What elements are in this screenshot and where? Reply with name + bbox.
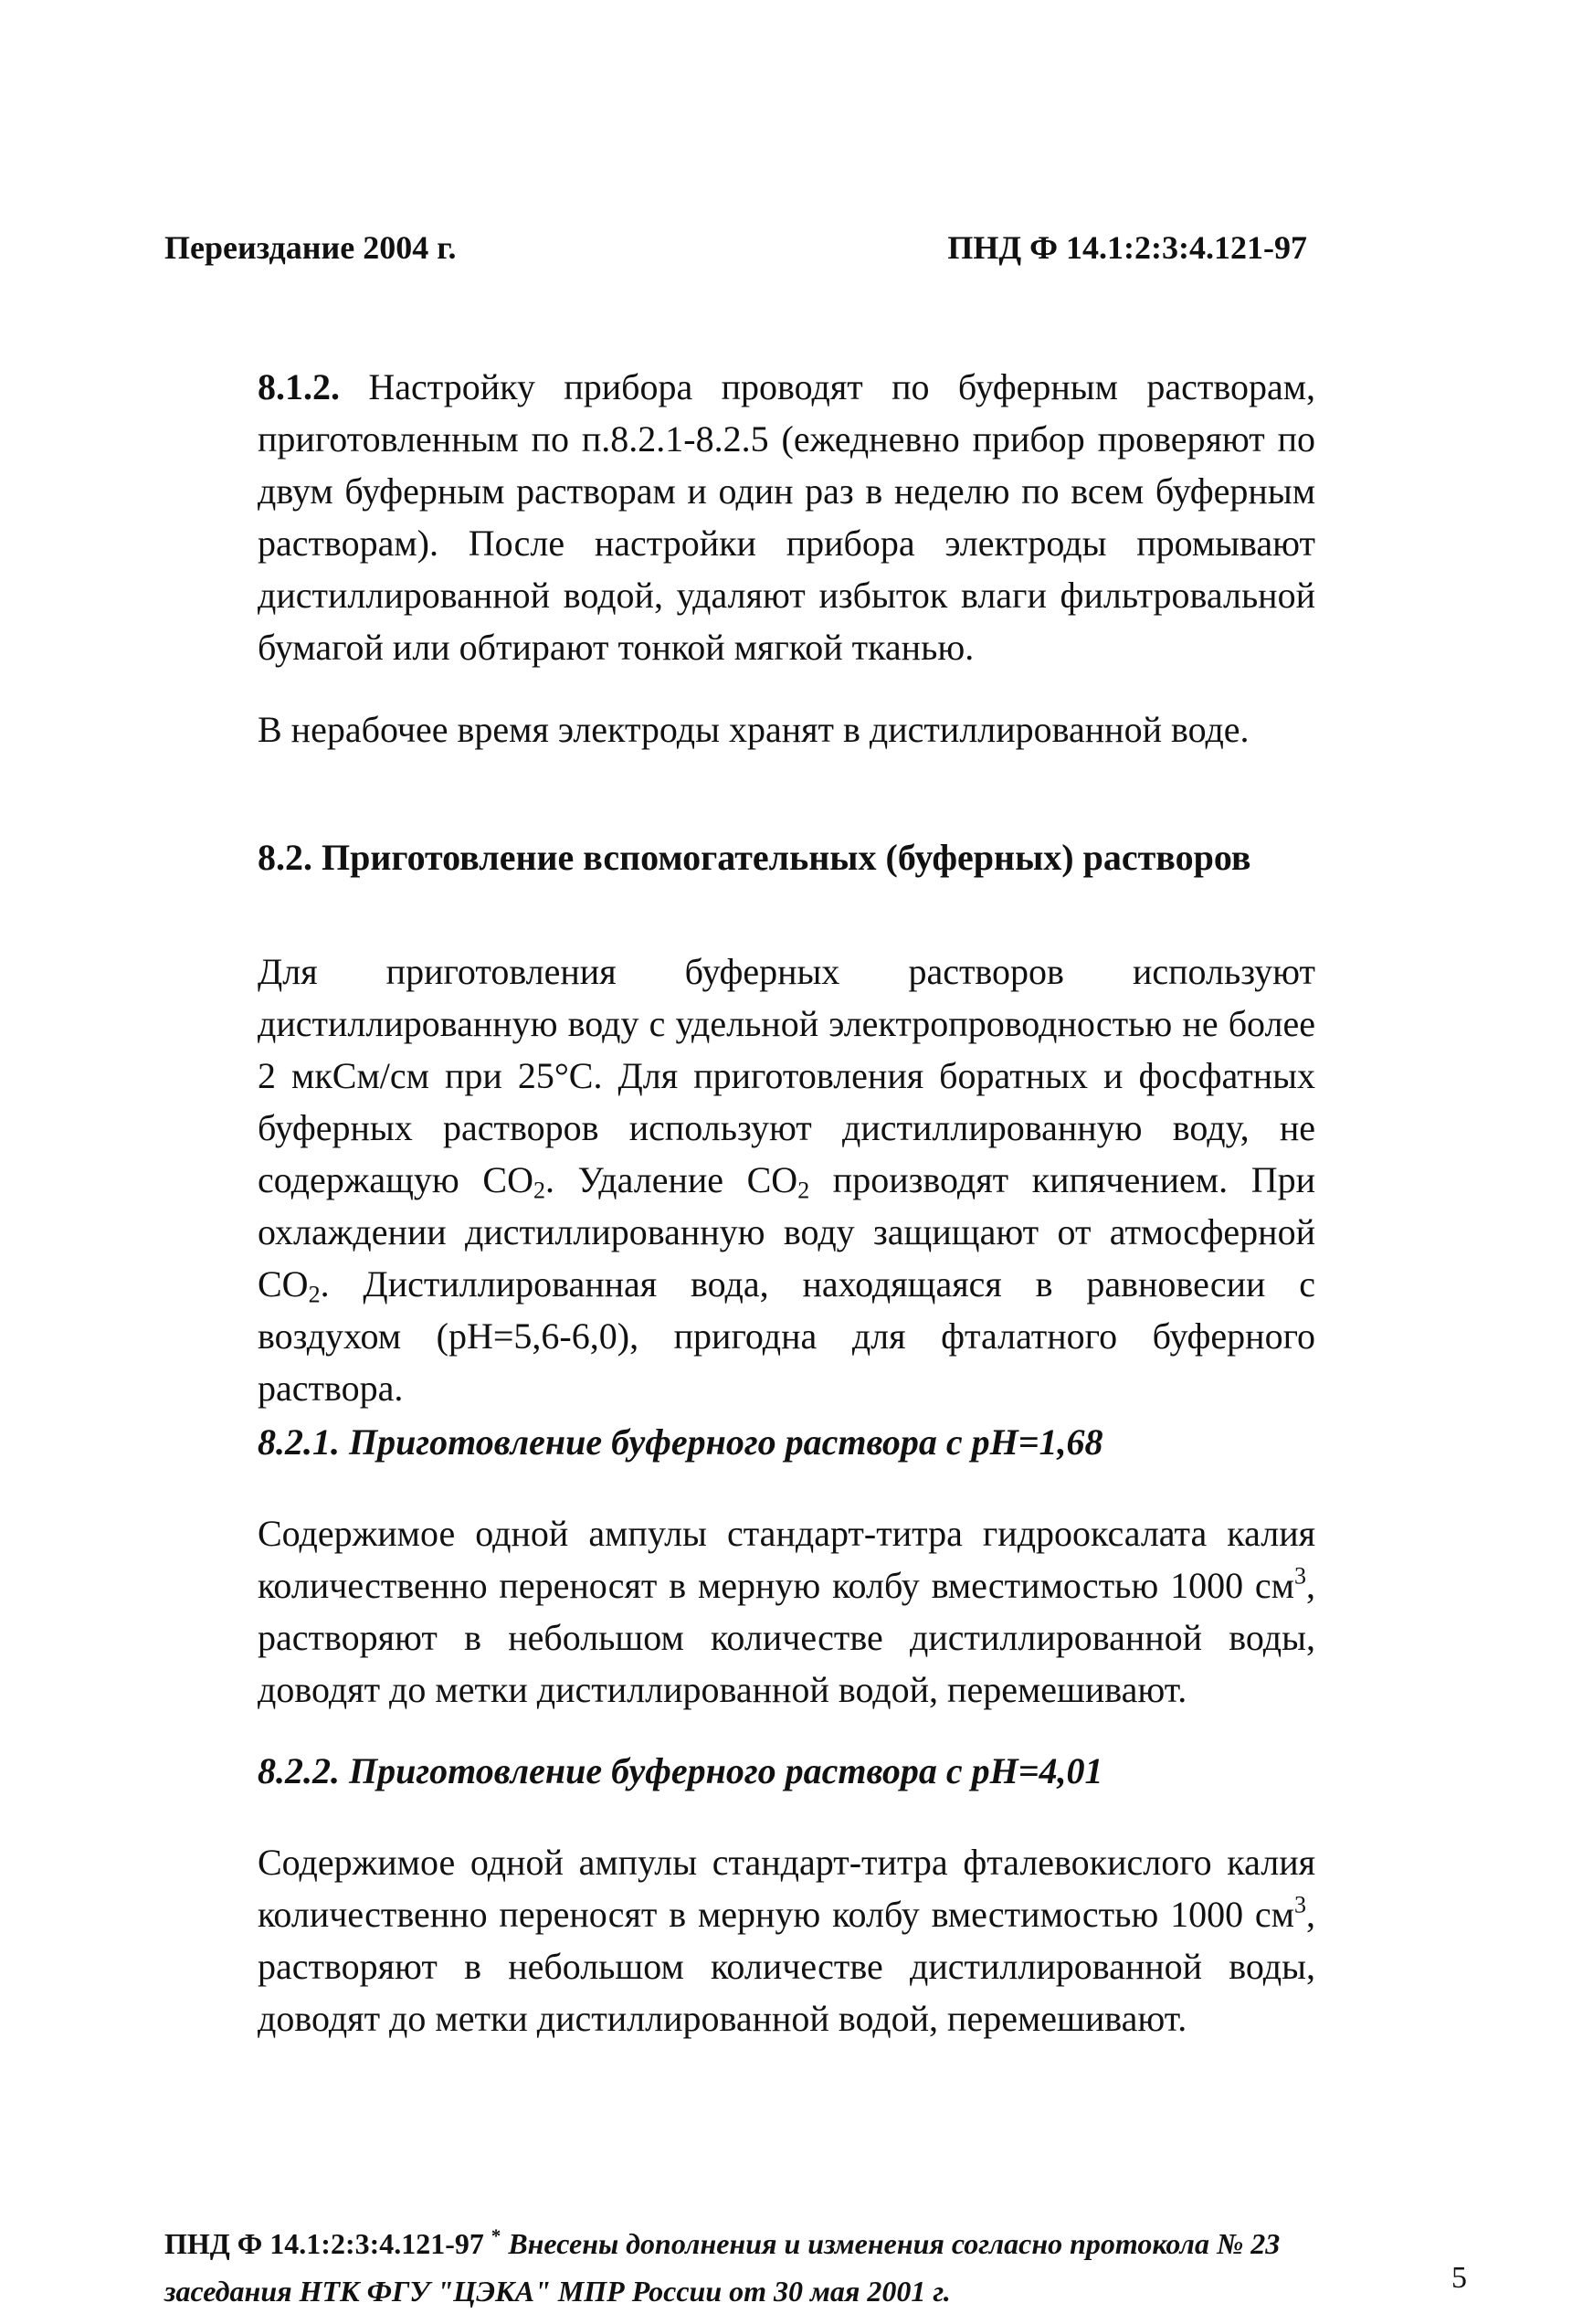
section-number-8-1-2: 8.1.2. (258, 366, 340, 407)
paragraph-8-2 (258, 945, 1315, 1414)
storage-text: В нерабочее время электроды хранят в дистиллированной воде. (258, 709, 1250, 750)
header-edition: Переиздание 2004 г. (164, 229, 457, 266)
subscript-co2-3: 2 (308, 1281, 321, 1308)
paragraph-8-2-1 (258, 1507, 1315, 1716)
paragraph-8-1-2 (258, 361, 1315, 673)
heading-8-2: 8.2. Приготовление вспомогательных (буферных) растворов (258, 837, 1251, 878)
subscript-co2-2: 2 (797, 1177, 810, 1204)
page-number: 5 (1451, 2261, 1467, 2295)
paragraph-8-2-2-part1: Содержимое одной ампулы стандарт-титра фталевокислого калия количественно переносят в мерную колбу вместимостью 1000 см (258, 1842, 1315, 1935)
paragraph-8-2-2-part2: , растворяют в небольшом количестве дистиллированной воды, доводят до метки дистиллированной водой, перемешивают. (258, 1894, 1315, 2039)
footnote (164, 2220, 1324, 2315)
footnote-asterisk: * (491, 2225, 501, 2247)
footnote-text: Внесены дополнения и изменения согласно протокола № 23 заседания НТК ФГУ "ЦЭКА" МПР России от 30 мая 2001 г. (164, 2227, 1281, 2308)
superscript-cm3-2: 3 (1294, 1891, 1306, 1918)
paragraph-8-1-2-text: Настройку прибора проводят по буферным растворам, приготовленным по п.8.2.1-8.2.5 (ежедневно прибор проверяют по двум буферным растворам и один раз в неделю по всем буферным растворам). После настройки прибора электроды промывают дистиллированной водой, удаляют избыток влаги фильтровальной бумагой или обтирают тонкой мягкой тканью. (258, 366, 1316, 668)
heading-8-2-1: 8.2.1. Приготовление буферного раствора с рН=1,68 (258, 1421, 1103, 1463)
paragraph-8-2-part4: . Дистиллированная вода, находящаяся в равновесии с воздухом (рН=5,6-6,0), пригодна для фталатного буферного раствора. (258, 1263, 1315, 1409)
paragraph-storage (258, 703, 1315, 755)
paragraph-8-2-2 (258, 1836, 1315, 2044)
header-doc-code: ПНД Ф 14.1:2:3:4.121-97 (947, 229, 1307, 266)
heading-8-2-2: 8.2.2. Приготовление буферного раствора с рН=4,01 (258, 1750, 1103, 1791)
paragraph-8-2-part3: производят кипячением. При охлаждении дистиллированную воду защищают от атмосферной СО (258, 1159, 1315, 1305)
paragraph-8-2-1-part1: Содержимое одной ампулы стандарт-титра гидрооксалата калия количественно переносят в мерную колбу вместимостью 1000 см (258, 1513, 1315, 1606)
subscript-co2-1: 2 (533, 1177, 545, 1204)
paragraph-8-2-part1: Для приготовления буферных растворов используют дистиллированную воду с удельной электропроводностью не более 2 мкСм/см при 25°С. Для приготовления боратных и фосфатных буферных растворов используют дистиллированную воду, не содержащую СО (258, 951, 1315, 1200)
paragraph-8-2-1-part2: , растворяют в небольшом количестве дистиллированной воды, доводят до метки дистиллированной водой, перемешивают. (258, 1565, 1315, 1710)
footnote-doc-code: ПНД Ф 14.1:2:3:4.121-97 (164, 2227, 484, 2260)
paragraph-8-2-part2: . Удаление СО (544, 1159, 798, 1200)
superscript-cm3-1: 3 (1294, 1562, 1306, 1590)
